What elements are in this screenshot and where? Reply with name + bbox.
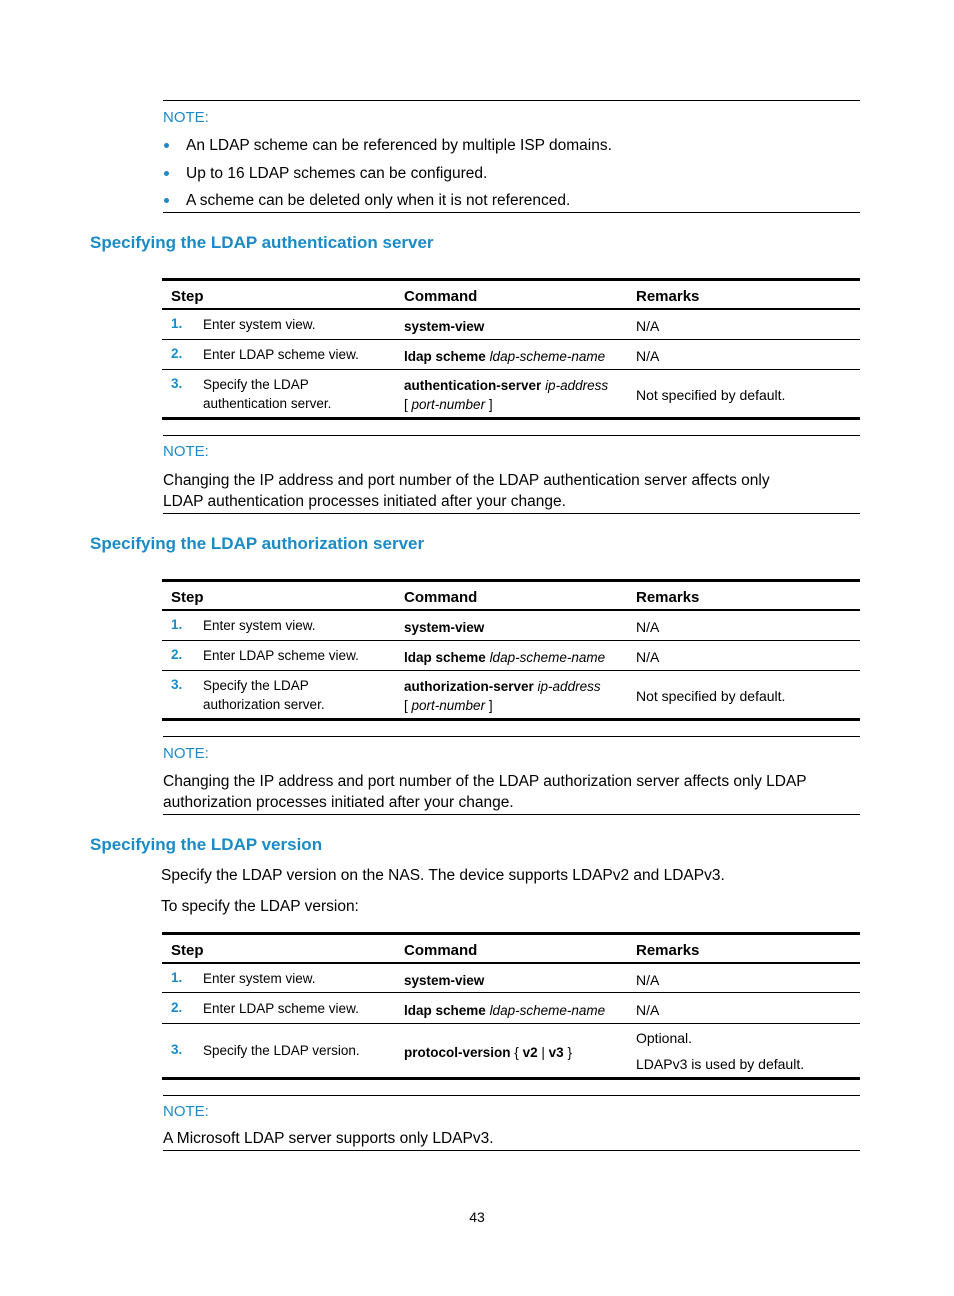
table-header-rule — [162, 609, 860, 611]
table-header-rule — [162, 308, 860, 310]
table-header-command: Command — [404, 288, 478, 305]
note-box-ldap-version: NOTE: A Microsoft LDAP server supports only LDAPv3. — [163, 1095, 860, 1151]
table-bottom-rule — [162, 1077, 860, 1080]
bullet-icon — [164, 171, 169, 176]
note-label: NOTE: — [163, 109, 209, 126]
table-row-rule — [162, 640, 860, 641]
note-label: NOTE: — [163, 443, 209, 460]
table-row-rule — [162, 670, 860, 671]
bullet-icon — [164, 143, 169, 148]
paragraph: To specify the LDAP version: — [161, 898, 359, 915]
note-box-authz-server: NOTE: Changing the IP address and port number of the LDAP authorization server affects only LDAP authorization processes initiated after your change. — [163, 736, 860, 815]
table-top-rule — [162, 579, 860, 582]
section-heading-ldap-version: Specifying the LDAP version — [90, 835, 323, 854]
page-number: 43 — [469, 1209, 485, 1225]
note-box-auth-server: NOTE: Changing the IP address and port number of the LDAP authentication server affects only LDAP authentication processes initiated after your change. — [163, 435, 860, 514]
table-top-rule — [162, 932, 860, 935]
table-row-rule — [162, 369, 860, 370]
table-header-step: Step — [171, 288, 204, 305]
note-box-ldap-scheme: NOTE: An LDAP scheme can be referenced by multiple ISP domains. Up to 16 LDAP schemes can be configured. A scheme can be deleted only when it is not referenced. — [163, 100, 860, 213]
table-row-rule — [162, 1023, 860, 1024]
note-label: NOTE: — [163, 745, 209, 762]
section-heading-auth-server: Specifying the LDAP authentication server — [90, 233, 434, 252]
command-table-auth-server: Step Command Remarks 1. Enter system view. system-view N/A 2. Enter LDAP scheme view. ldap scheme ldap-scheme-name N/A 3. Specify the LDAP authentication server. authentication-server ip-address [ port-number ] Not specified by default. — [162, 278, 860, 421]
table-header-remarks: Remarks — [636, 942, 700, 959]
table-header-command: Command — [404, 942, 478, 959]
table-bottom-rule — [162, 718, 860, 721]
table-row-rule — [162, 992, 860, 993]
table-header-step: Step — [171, 589, 204, 606]
paragraph: Specify the LDAP version on the NAS. The device supports LDAPv2 and LDAPv3. — [161, 867, 725, 884]
command-table-ldap-version: Step Command Remarks 1. Enter system view. system-view N/A 2. Enter LDAP scheme view. ldap scheme ldap-scheme-name N/A 3. Specify the LDAP version. protocol-version { v2 | v3 } Optional. LDAPv3 is used by default. — [162, 932, 860, 1082]
table-header-remarks: Remarks — [636, 589, 700, 606]
note-label: NOTE: — [163, 1103, 209, 1120]
command-table-authz-server: Step Command Remarks 1. Enter system view. system-view N/A 2. Enter LDAP scheme view. ldap scheme ldap-scheme-name N/A 3. Specify the LDAP authorization server. authorization-server ip-address [ port-number ] Not specified by default. — [162, 579, 860, 722]
table-header-remarks: Remarks — [636, 288, 700, 305]
table-bottom-rule — [162, 417, 860, 420]
table-header-command: Command — [404, 589, 478, 606]
table-top-rule — [162, 278, 860, 281]
table-header-rule — [162, 962, 860, 964]
table-row-rule — [162, 339, 860, 340]
bullet-icon — [164, 198, 169, 203]
table-header-step: Step — [171, 942, 204, 959]
section-heading-authz-server: Specifying the LDAP authorization server — [90, 534, 425, 553]
